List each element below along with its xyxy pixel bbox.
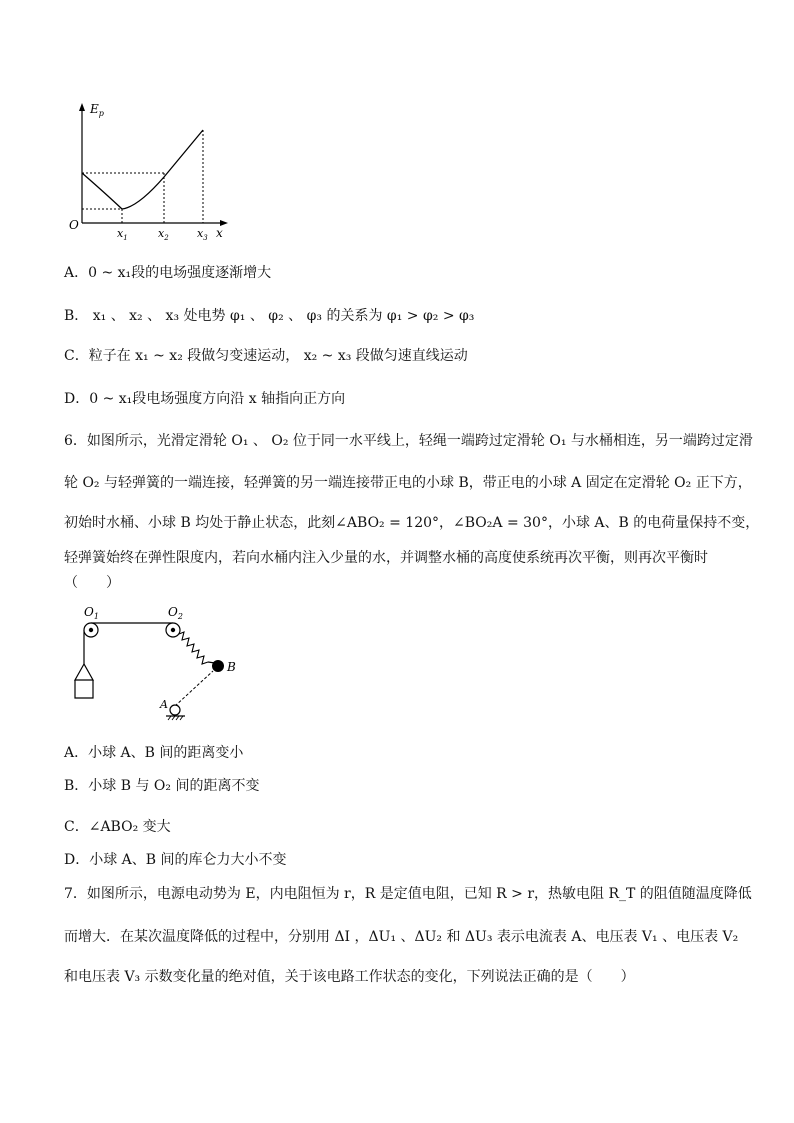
label-o1: $O_1$: [84, 605, 99, 621]
pulley-spring-diagram: [60, 598, 260, 728]
tick-x2: $x_2$: [158, 227, 169, 242]
q6-option-a: A．小球 A、B 间的距离变小: [64, 745, 244, 761]
q7-stem-line3: 和电压表 V₃ 示数变化量的绝对值，关于该电路工作状态的变化，下列说法正确的是（ ）: [64, 969, 635, 985]
q6-option-b: B．小球 B 与 O₂ 间的距离不变: [64, 778, 260, 794]
spring-icon: [179, 632, 208, 664]
label-a: A: [160, 698, 168, 711]
bucket-icon: [75, 664, 93, 698]
q6-stem-line4: 轻弹簧始终在弹性限度内，若向水桶内注入少量的水，并调整水桶的高度使系统再次平衡，则再次平衡时: [64, 550, 708, 566]
tick-x3: $x_3$: [197, 227, 208, 242]
q5-option-c: C．粒子在 x₁ ~ x₂ 段做匀变速运动， x₂ ~ x₃ 段做匀速直线运动: [64, 348, 468, 364]
q6-stem-line3: 初始时水桶、小球 B 均处于静止状态，此刻∠ABO₂ = 120°，∠BO₂A = 30°，小球 A、B 的电荷量保持不变，: [64, 515, 760, 531]
line-ab: [175, 671, 213, 706]
y-axis-arrow: [79, 103, 85, 111]
ball-a-icon: [170, 705, 180, 715]
q6-option-c: C．∠ABO₂ 变大: [64, 819, 171, 835]
q6-stem-line1: 6．如图所示，光滑定滑轮 O₁ 、 O₂ 位于同一水平线上，轻绳一端跨过定滑轮 O₁ 与水桶相连，另一端跨过定滑: [64, 433, 753, 449]
ep-x-graph: [60, 95, 240, 245]
x-axis-label: x: [216, 226, 223, 240]
q5-option-d: D．0 ~ x₁段电场强度方向沿 x 轴指向正方向: [64, 391, 346, 407]
q7-stem-line1: 7．如图所示，电源电动势为 E，内电阻恒为 r，R 是定值电阻，已知 R > r，热敏电阻 R_T 的阻值随温度降低: [64, 886, 752, 902]
y-axis-label: $E_p$: [90, 102, 104, 118]
q7-stem-line2: 而增大．在某次温度降低的过程中，分别用 ΔI ，ΔU₁ 、ΔU₂ 和 ΔU₃ 表示电流表 A、电压表 V₁ 、电压表 V₂: [64, 929, 739, 945]
q6-option-d: D．小球 A、B 间的库仑力大小不变: [64, 852, 287, 868]
label-b: B: [227, 660, 236, 674]
ball-b-icon: [212, 660, 224, 672]
q5-option-a: A．0 ~ x₁段的电场强度逐渐增大: [64, 265, 272, 281]
q6-stem-line2: 轮 O₂ 与轻弹簧的一端连接，轻弹簧的另一端连接带正电的小球 B，带正电的小球 A 固定在定滑轮 O₂ 正下方，: [64, 475, 752, 491]
pulley-o1-axle: [89, 628, 93, 632]
label-o2: $O_2$: [168, 605, 183, 621]
q6-stem-line5: （ ）: [64, 575, 120, 591]
q5-option-b: B． x₁ 、 x₂ 、 x₃ 处电势 φ₁ 、 φ₂ 、 φ₃ 的关系为 φ₁ > φ₂ > φ₃: [64, 308, 475, 324]
ep-curve: [82, 130, 203, 209]
tick-x1: $x_1$: [117, 227, 128, 242]
origin-label: O: [69, 218, 79, 232]
pulley-o2-axle: [171, 628, 175, 632]
